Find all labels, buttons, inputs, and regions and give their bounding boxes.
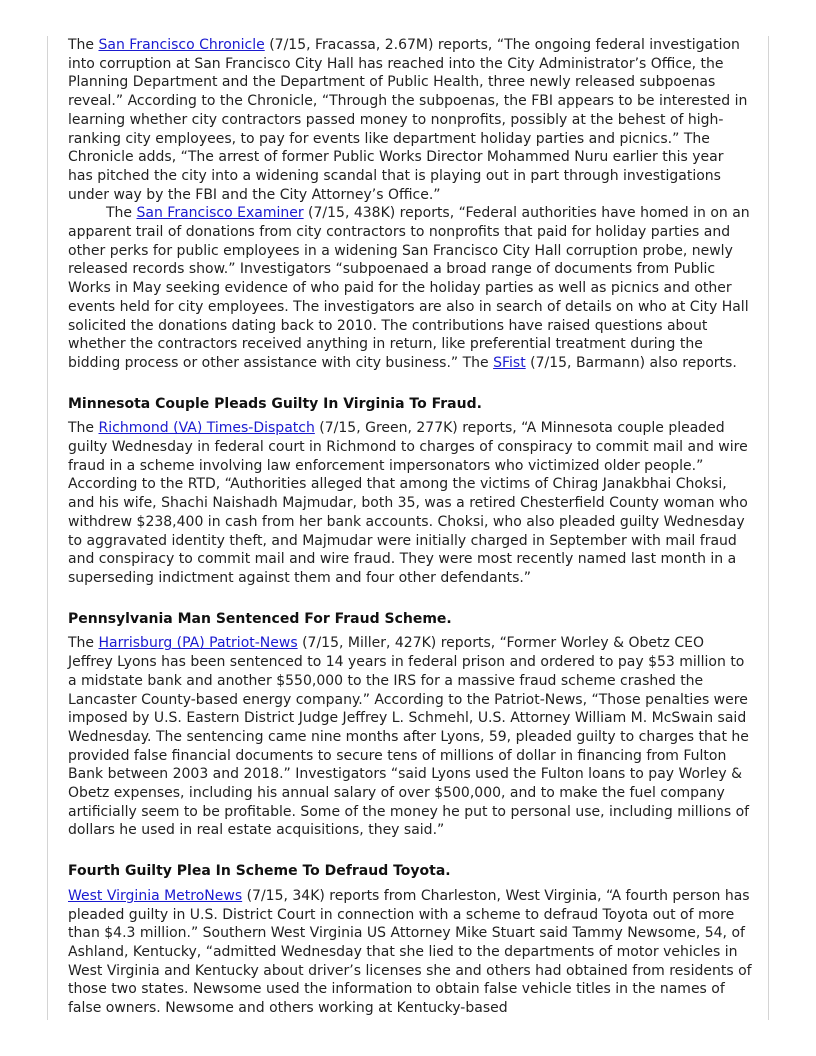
paragraph-sf-examiner: The San Francisco Examiner (7/15, 438K) reports, “Federal authorities have homed in on an apparent trail of donations from city contractors to nonprofits that paid for holiday parties and other perks for public employees in a widening San Francisco City Hall corruption probe, newly released records show.” Investigators “subpoenaed a broad range of documents from Public Works in May seeking evidence of who paid for the holiday parties as well as picnics and other events held for city employees. The investigators are also in search of details on who at City Hall solicited the donations dating back to 2010. The contributions have raised questions about whether the contractors received anything in return, like preferential treatment during the bidding process or other assistance with city business.” The SFist (7/15, Barmann) also reports.	[68, 205, 750, 371]
paragraph-toyota-plea: West Virginia MetroNews (7/15, 34K) reports from Charleston, West Virginia, “A fourth person has pleaded guilty in U.S. District Court in connection with a scheme to defraud Toyota out of more than $4.3 million.” Southern West Virginia US Attorney Mike Stuart said Tammy Newsome, 54, of Ashland, Kentucky, “admitted Wednesday that she lied to the departments of motor vehicles in West Virginia and Kentucky about driver’s licenses she and others had obtained from residents of those two states. Newsome used the information to obtain false vehicle titles in the names of false owners. Newsome and others working at Kentucky-based	[68, 887, 752, 1017]
link-richmond-times-dispatch[interactable]: Richmond (VA) Times-Dispatch	[98, 420, 315, 437]
link-harrisburg-patriot-news[interactable]: Harrisburg (PA) Patriot-News	[98, 635, 298, 652]
paragraph-minnesota-couple: The Richmond (VA) Times-Dispatch (7/15, Green, 277K) reports, “A Minnesota couple pleaded guilty Wednesday in federal court in Richmond to charges of conspiracy to commit mail and wire fraud in a scheme involving law enforcement impersonators who victimized older people.” According to the RTD, “Authorities alleged that among the victims of Chirag Janakbhai Choksi, and his wife, Shachi Naishadh Majmudar, both 35, was a retired Chesterfield County woman who withdrew $238,400 in cash from her bank accounts. Choksi, who also pleaded guilty Wednesday to aggravated identity theft, and Majmudar were initially charged in September with mail fraud and conspiracy to commit mail and wire fraud. They were most recently named last month in a superseding indictment against them and four other defendants.”	[68, 420, 748, 586]
document-page	[68, 36, 752, 1018]
link-san-francisco-examiner[interactable]: San Francisco Examiner	[136, 205, 304, 222]
right-margin-rule	[768, 36, 769, 1020]
heading-minnesota-couple: Minnesota Couple Pleads Guilty In Virginia To Fraud.	[68, 395, 482, 412]
link-west-virginia-metronews[interactable]: West Virginia MetroNews	[68, 887, 243, 904]
paragraph-pennsylvania-man: The Harrisburg (PA) Patriot-News (7/15, Miller, 427K) reports, “Former Worley & Obetz CEO Jeffrey Lyons has been sentenced to 14 years in federal prison and ordered to pay $53 million to a midstate bank and another $550,000 to the IRS for a massive fraud scheme crashed the Lancaster County-based energy company.” According to the Patriot-News, “Those penalties were imposed by U.S. Eastern District Judge Jeffrey L. Schmehl, U.S. Attorney William M. McSwain said Wednesday. The sentencing came nine months after Lyons, 59, pleaded guilty to charges that he provided false financial documents to secure tens of millions of dollar in financing from Fulton Bank between 2003 and 2018.” Investigators “said Lyons used the Fulton loans to pay Worley & Obetz expenses, including his annual salary of over $500,000, and to make the fuel company artificially seem to be profitable. Some of the money he put to personal use, including millions of dollars he used in real estate acquisitions, they said.”	[68, 635, 750, 839]
left-margin-rule	[47, 36, 48, 1020]
link-sfist[interactable]: SFist	[493, 354, 526, 371]
heading-pennsylvania-man: Pennsylvania Man Sentenced For Fraud Scheme.	[68, 610, 452, 627]
link-san-francisco-chronicle[interactable]: San Francisco Chronicle	[98, 37, 265, 53]
paragraph-sf-chronicle: The San Francisco Chronicle (7/15, Fracassa, 2.67M) reports, “The ongoing federal investigation into corruption at San Francisco City Hall has reached into the City Administrator’s Office, the Planning Department and the Department of Public Health, three newly released subpoenas reveal.” According to the Chronicle, “Through the subpoenas, the FBI appears to be interested in learning whether city contractors passed money to nonprofits, possibly at the behest of high-ranking city employees, to pay for events like department holiday parties and picnics.” The Chronicle adds, “The arrest of former Public Works Director Mohammed Nuru earlier this year has pitched the city into a widening scandal that is playing out in part through investigations under way by the FBI and the City Attorney’s Office.”	[68, 37, 748, 203]
heading-toyota-plea: Fourth Guilty Plea In Scheme To Defraud Toyota.	[68, 863, 451, 880]
